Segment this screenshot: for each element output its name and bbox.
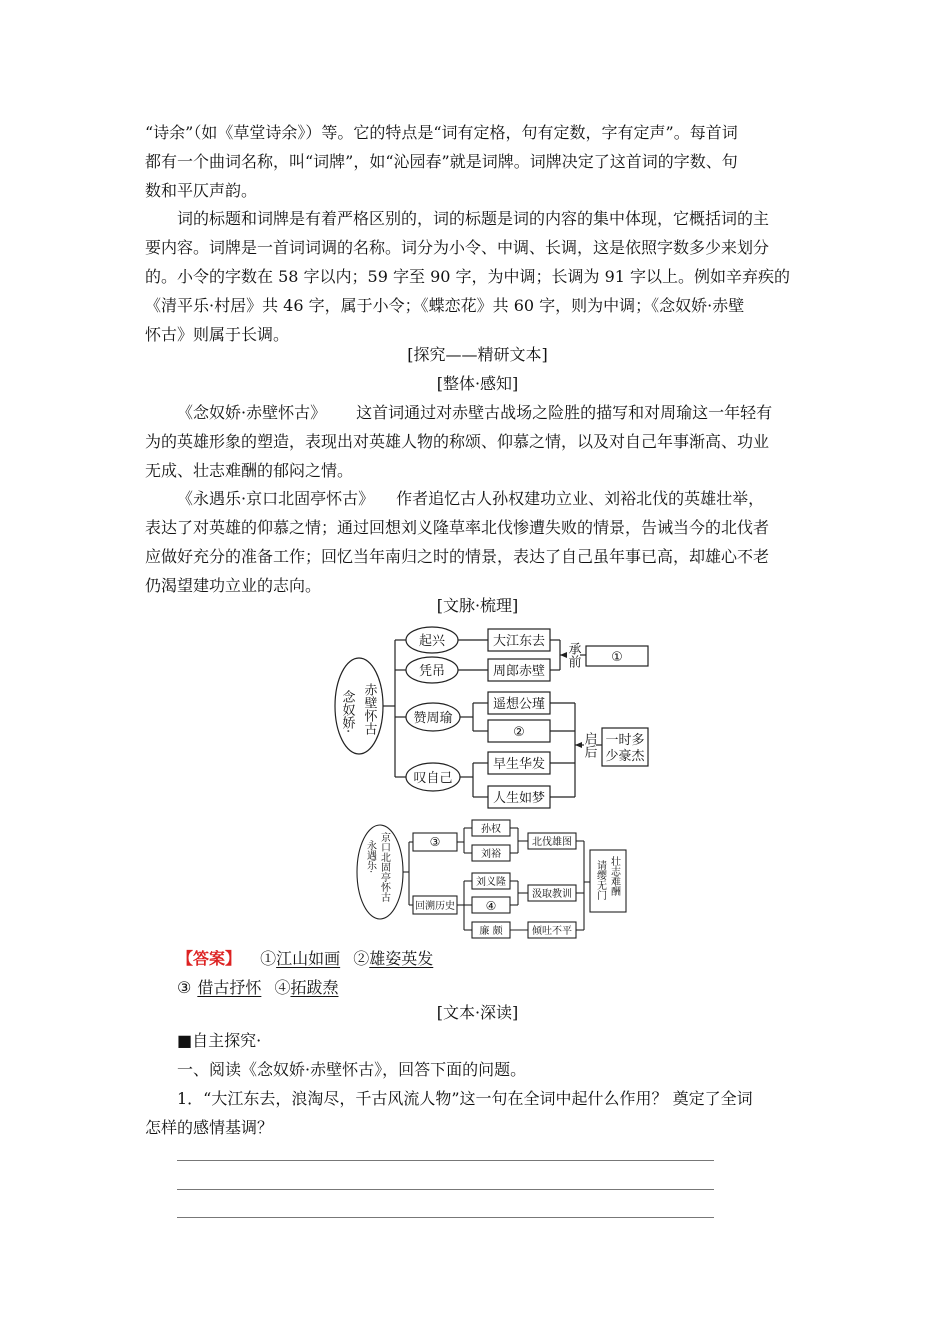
person-label: 孙权 <box>481 824 501 835</box>
diagram-center-label: 京口北固亭怀古 <box>378 832 390 902</box>
self-explore-label: ■自主探究· <box>177 1031 262 1050</box>
branch-label: 凭吊 <box>418 664 446 679</box>
answer-value: 江山如画 <box>276 949 341 968</box>
box-label: 一时多 <box>605 733 645 748</box>
question-1-cont <box>145 1113 810 1142</box>
link-label: 承前 <box>565 642 581 668</box>
link-label: 启后 <box>581 732 597 758</box>
text-line: “诗余”（如《草堂诗余》）等。它的特点是“词有定格，句有定数，字有定声”。每首词 <box>145 123 738 142</box>
diagram-center-label: 念奴娇· <box>339 690 355 734</box>
text-line: 怀古》则属于长调。 <box>145 325 290 344</box>
text-line: 都有一个曲词名称，叫“词牌”，如“沁园春”就是词牌。词牌决定了这首词的字数、句 <box>145 152 738 171</box>
answer-line[interactable] <box>177 1160 714 1161</box>
leaf-label: 人生如梦 <box>492 791 546 806</box>
answer-number: ① <box>260 949 277 968</box>
answer-value: 雄姿英发 <box>369 949 434 968</box>
text-line: 表达了对英雄的仰慕之情；通过回想刘义隆草率北伐惨遭失败的情景，告诫当今的北伐者 <box>145 518 770 537</box>
question-section: 一、阅读《念奴娇·赤壁怀古》，回答下面的问题。 <box>177 1060 527 1079</box>
answer-placeholder: ① <box>611 650 623 665</box>
final-label: 壮志难酬 <box>608 856 620 896</box>
person-label: 刘裕 <box>481 849 501 860</box>
branch-label: 起兴 <box>418 634 446 649</box>
text-line: 应做好充分的准备工作；回忆当年南归之时的情景，表达了自己虽年事已高，却雄心不老 <box>145 547 770 566</box>
leaf-label: 大江东去 <box>492 634 546 649</box>
branch-label: ③ <box>429 835 441 849</box>
box-label: 少豪杰 <box>605 749 645 764</box>
text-line: 要内容。词牌是一首词词调的名称。词分为小令、中调、长调，这是依照字数多少来划分 <box>145 238 770 257</box>
result-label: 倾吐不平 <box>532 926 572 937</box>
text-line: 词的标题和词牌是有着严格区别的，词的标题是词的内容的集中体现，它概括词的主 <box>177 209 770 228</box>
result-label: 北伐雄图 <box>532 837 572 848</box>
questions-block <box>177 1026 810 1113</box>
leaf-label: 周郎赤壁 <box>492 664 546 679</box>
diagram-center-label: 永遇乐· <box>364 840 376 874</box>
answer-number: ② <box>353 949 370 968</box>
text-line: 《清平乐·村居》共 46 字，属于小令；《蝶恋花》共 60 字，则为中调；《念奴娇·赤壁 <box>145 296 745 315</box>
poem-title: 《念奴娇·赤壁怀古》 <box>177 403 327 422</box>
leaf-label: 遥想公瑾 <box>492 697 546 712</box>
answer-number: ③ <box>177 978 192 997</box>
answer-line[interactable] <box>177 1189 714 1190</box>
answer-value: 借古抒怀 <box>197 978 262 997</box>
branch-label: 叹自己 <box>413 771 453 786</box>
section-heading-overall: [整体·感知] <box>436 374 519 393</box>
poem-title: 《永遇乐·京口北固亭怀古》 <box>177 489 375 508</box>
branch-label: 赞周瑜 <box>413 711 453 726</box>
section-heading-explore: [探究——精研文本] <box>407 345 548 364</box>
answer-tag: 【答案】 <box>177 949 242 968</box>
person-label: 刘义隆 <box>476 877 506 888</box>
answer-number: ④ <box>274 978 291 997</box>
text-line: 数和平仄声韵。 <box>145 181 258 200</box>
text-line: 无成、壮志难酬的郁闷之情。 <box>145 461 354 480</box>
text-line: 作者追忆古人孙权建功立业、刘裕北伐的英雄壮举， <box>396 489 765 508</box>
text-line: 为的英雄形象的塑造，表现出对英雄人物的称颂、仰慕之情，以及对自己年事渐高、功业 <box>145 432 770 451</box>
final-label: 请缨无门 <box>594 860 606 900</box>
section-heading-context: [文脉·梳理] <box>436 596 519 615</box>
result-label: 汲取教训 <box>532 889 572 900</box>
branch-label: 回溯历史 <box>415 901 455 912</box>
section-heading-deep: [文本·深读] <box>436 1003 519 1022</box>
question-1-line: 1．“大江东去，浪淘尽，千古风流人物”这一句在全词中起什么作用？ 奠定了全词 <box>177 1089 753 1108</box>
answer-block <box>177 944 810 1002</box>
diagram-center-label: 赤壁怀古 <box>361 683 377 735</box>
leaf-label: ② <box>513 725 525 740</box>
answer-value: 拓跋焘 <box>290 978 339 997</box>
leaf-label: 早生华发 <box>492 757 546 772</box>
text-line: 仍渴望建功立业的志向。 <box>145 576 322 595</box>
person-label: ④ <box>485 899 497 913</box>
question-1-line: 怎样的感情基调？ <box>145 1118 274 1137</box>
text-line: 这首词通过对赤壁古战场之险胜的描写和对周瑜这一年轻有 <box>356 403 773 422</box>
text-line: 的。小令的字数在 58 字以内；59 字至 90 字，为中调；长调为 91 字以上。例如辛弃疾的 <box>145 267 791 286</box>
person-label: 廉 颇 <box>479 926 503 937</box>
answer-line[interactable] <box>177 1217 714 1218</box>
